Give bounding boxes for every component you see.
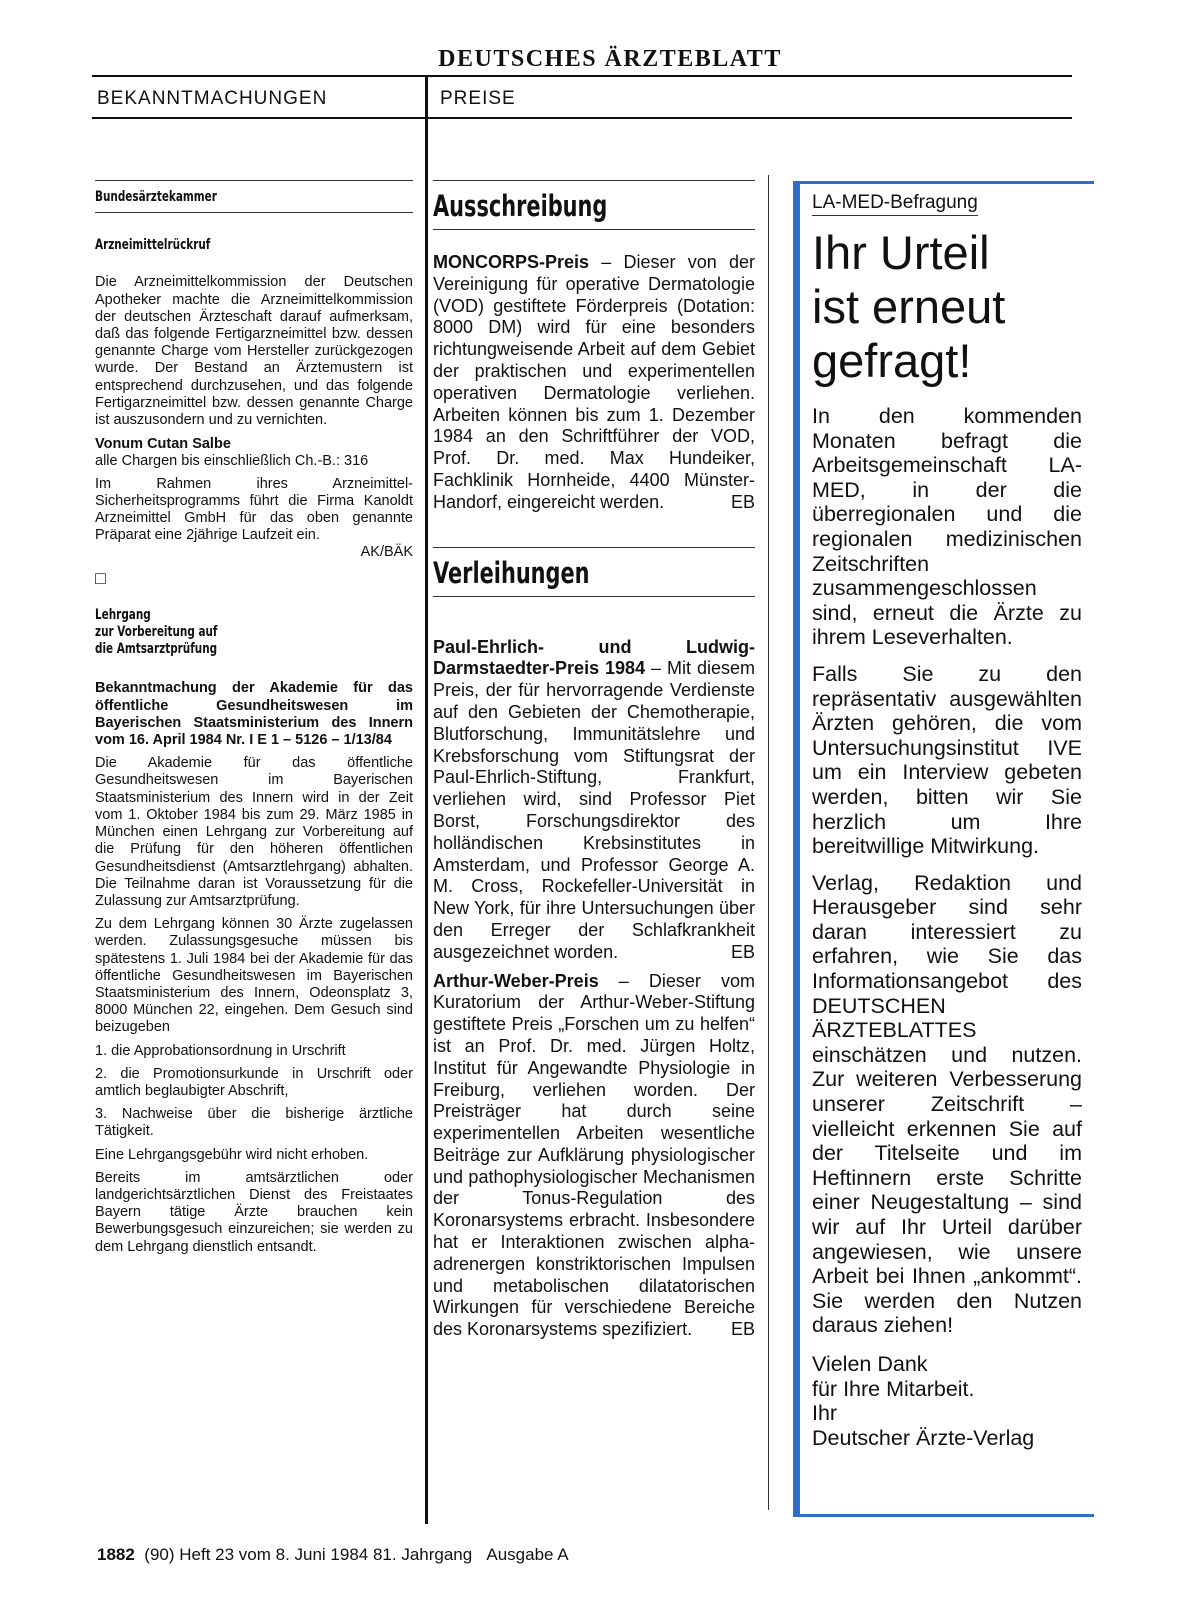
prize-name: Paul-Ehrlich- und Ludwig-Darmstaedter-Preis 1984 — [433, 636, 755, 679]
signature: EB — [730, 941, 755, 962]
box-paragraph: Verlag, Redaktion und Herausgeber sind sehr daran interessiert zu erfahren, wie Sie das Informationsangebot des DEUTSCHEN ÄRZTEBLATTES einschätzen und nutzen. Zur weiteren Verbesserung unserer Zeitschrift – vielleicht erkennen Sie auf der Titelseite und im Heftinnern erste Schritte einer Neugestaltung – sind wir auf Ihr Urteil darüber angewiesen, wie unsere Arbeit bei Ihnen „ankommt“. Sie werden den Nutzen daraus ziehen! — [812, 870, 1082, 1338]
paragraph: Zu dem Lehrgang können 30 Ärzte zugelassen werden. Zulassungsgesuche müssen bis spätestens 1. Juli 1984 bei der Akademie für das öffentliche Gesundheitswesen im Bayerischen Staatsministerium des Innern, Odeonsplatz 3, 8000 München 22, eingehen. Dem Gesuch sind beizugeben — [95, 916, 413, 1036]
product-lots: alle Chargen bis einschließlich Ch.-B.: 316 — [95, 453, 369, 470]
box-closing — [812, 1352, 1082, 1450]
closing-line: Ihr — [812, 1401, 838, 1426]
rule — [95, 212, 413, 213]
prize-text: – Mit diesem Preis, der für hervorragende Verdienste auf den Gebieten der Chemotherapie, Blutforschung, Immunitätslehre und Krebsforschung vom Stiftungsrat der Paul-Ehrlich-Stiftung, Frankfurt, verliehen wird, sind Professor Piet Borst, Forschungsdirektor des holländischen Krebsinstitutes in Amsterdam, und Professor George A. M. Cross, Rockefeller-Universität in New York, für ihre Untersuchungen über den Erreger der Schlafkrankheit ausgezeichnet worden. — [433, 658, 755, 962]
subheading-line: Lehrgang — [95, 606, 151, 623]
column-preise — [433, 180, 755, 1340]
column-divider-main — [425, 76, 428, 1524]
paragraph: Eine Lehrgangsgebühr wird nicht erhoben. — [95, 1146, 369, 1163]
closing-line: Vielen Dank — [812, 1351, 928, 1376]
rule — [433, 180, 755, 181]
section-label-right: PREISE — [440, 88, 516, 109]
box-paragraph: Falls Sie zu den repräsentativ ausgewählten Ärzten gehören, die vom Untersuchungsinstitut IVE um ein Interview gebeten werden, bitten wir Sie herzlich um Ihre bereitwillige Mitwirkung. — [812, 661, 1082, 859]
header-rule-top — [92, 75, 1072, 77]
subheading-line: die Amtsarztprüfung — [95, 641, 218, 658]
signature: AK/BÄK — [360, 544, 413, 561]
box-title-line: gefragt! — [812, 334, 972, 387]
box-title-line: ist erneut — [812, 280, 1006, 333]
section-label-left: BEKANNTMACHUNGEN — [97, 88, 328, 109]
prize-name: MONCORPS-Preis — [433, 252, 590, 272]
rule — [433, 229, 755, 230]
rule — [433, 547, 755, 548]
prize-text: – Dieser vom Kuratorium der Arthur-Weber-Stiftung gestiftete Preis „Forschen um zu helfen“ ist an Prof. Dr. med. Jürgen Holtz, Institut für Angewandte Physiologie in Freiburg, verliehen worden. Der Preisträger hat durch seine experimentellen Arbeiten wesentliche Beiträge zur Aufklärung physiologischer und pathophysiologischer Mechanismen der Tonus-Regulation des Koronarsystems erbracht. Insbesondere hat er Interaktionen zwischen alpha-adrenergen konstriktorischen Impulsen und metabolischen dilatatorischen Wirkungen für verschiedene Bereiche des Koronarsystems spezifiziert. — [433, 970, 755, 1340]
box-kicker: LA-MED-Befragung — [812, 192, 978, 216]
box-paragraph: In den kommenden Monaten befragt die Arbeitsgemeinschaft LA-MED, in der die überregionalen und die regionalen medizinischen Zeitschriften zusammengeschlossen sind, erneut die Ärzte zu ihrem Leseverhalten. — [812, 404, 1082, 650]
paragraph: Die Arzneimittelkommission der Deutschen Apotheker machte die Arzneimittelkommission der deutschen Ärzteschaft darauf aufmerksam, daß das folgende Fertigarzneimittel bzw. dessen genannte Charge vom Hersteller zurückgezogen wurde. Der Bestand an Ärztemustern ist entsprechend durchzusehen, und das folgende Fertigarzneimittel bzw. dessen genannte Charge ist auszusondern und zu vernichten. — [95, 274, 413, 429]
issue-info: (90) Heft 23 vom 8. Juni 1984 81. Jahrgang — [144, 1545, 473, 1564]
subheading-line: zur Vorbereitung auf — [95, 624, 218, 641]
paragraph: Bereits im amtsärztlichen oder landgerichtsärztlichen Dienst des Freistaates Bayern tätige Ärzte brauchen kein Bewerbungsgesuch einzureichen; sie werden zu dem Lehrgang dienstlich entsandt. — [95, 1169, 413, 1255]
list-item: 1. die Approbationsordnung in Urschrift — [95, 1042, 346, 1059]
rule — [95, 180, 413, 181]
product-name: Vonum Cutan Salbe — [95, 436, 231, 453]
end-mark: □ — [95, 567, 106, 588]
announcement: Bekanntmachung der Akademie für das öffentliche Gesundheitswesen im Bayerischen Staatsministerium des Innern vom 16. April 1984 Nr. I E 1 – 5126 – 1/13/84 — [95, 680, 413, 749]
subheading-lehrgang — [95, 607, 413, 659]
column-divider-thin — [768, 175, 769, 1510]
prize-ehrlich — [433, 637, 755, 964]
list-item: 2. die Promotionsurkunde in Urschrift oder amtlich beglaubigter Abschrift, — [95, 1065, 413, 1099]
prize-name: Arthur-Weber-Preis — [433, 970, 599, 991]
prize-weber — [433, 971, 755, 1342]
column-bekanntmachungen — [95, 180, 413, 1256]
footer — [97, 1545, 569, 1565]
closing-line: Deutscher Ärzte-Verlag — [812, 1425, 1035, 1450]
edition: Ausgabe A — [486, 1545, 569, 1564]
box-title — [812, 226, 1082, 388]
prize-moncorps — [433, 252, 755, 514]
rule — [433, 596, 755, 597]
paragraph: Im Rahmen ihres Arzneimittel-Sicherheitsprogramms führt die Firma Kanoldt Arzneimittel GmbH für das oben genannte Präparat eine 2jährige Laufzeit ein. — [95, 475, 413, 544]
heading-ausschreibung: Ausschreibung — [433, 189, 608, 223]
list-item: 3. Nachweise über die bisherige ärztliche Tätigkeit. — [95, 1106, 413, 1140]
closing-line: für Ihre Mitarbeit. — [812, 1376, 975, 1401]
la-med-box — [793, 181, 1094, 1517]
signature: EB — [730, 491, 755, 512]
heading-verleihungen: Verleihungen — [433, 555, 590, 590]
signature: EB — [730, 1319, 755, 1340]
subheading-arzneimittelrueckruf: Arzneimittelrückruf — [95, 237, 211, 254]
header-rule-bottom — [92, 117, 1072, 119]
heading-bundesaerztekammer: Bundesärztekammer — [95, 189, 217, 205]
paragraph: Die Akademie für das öffentliche Gesundheitswesen im Bayerischen Staatsministerium des Innern wird in der Zeit vom 1. Oktober 1984 bis zum 29. März 1985 in München einen Lehrgang zur Vorbereitung auf die Prüfung für den höheren öffentlichen Gesundheitsdienst (Amtsarztlehrgang) abhalten. Die Teilnahme daran ist Voraussetzung für die Zulassung zur Amtsarztprüfung. — [95, 755, 413, 909]
box-title-line: Ihr Urteil — [812, 226, 990, 279]
prize-text: – Dieser von der Vereinigung für operative Dermatologie (VOD) gestiftete Förderpreis (Dotation: 8000 DM) wird für eine besonders richtungweisende Arbeit auf dem Gebiet der praktischen und experimentellen operativen Dermatologie verliehen. Arbeiten können bis zum 1. Dezember 1984 an den Schriftführer der VOD, Prof. Dr. med. Max Hundeiker, Fachklinik Hornheide, 4400 Münster-Handorf, eingereicht werden. — [433, 252, 755, 512]
page-number: 1882 — [97, 1545, 135, 1564]
masthead: DEUTSCHES ÄRZTEBLATT — [438, 46, 782, 72]
